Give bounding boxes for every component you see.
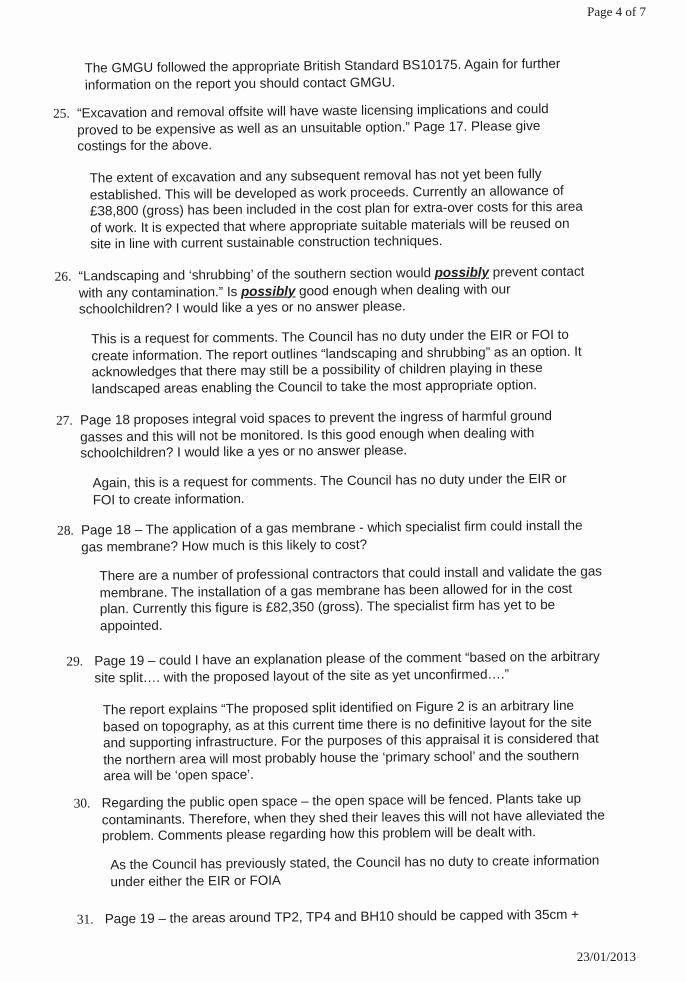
answer-29: The report explains “The proposed split identified on Figure 2 is an arbitrary line based on topography, as at this current time there is no definitive layout for the site and supporting infrastructure. For the purposes of this appraisal it is considered that the northern area will most probably house the ‘primary school’ and the southern area will be ‘open space’.	[102, 697, 599, 784]
answer-27: Again, this is a request for comments. The Council has no duty under the EIR or FOI to create information.	[92, 470, 567, 507]
question-28: Page 18 – The application of a gas membrane - which specialist firm could install the gas membrane? How much is this likely to cost?	[81, 517, 583, 555]
item-number: 28.	[57, 522, 74, 538]
answer-28: There are a number of professional contractors that could install and validate the gas membrane. The installation of a gas membrane has been allowed for in the cost plan. Currently this figure is £82,350 (gross). The specialist firm has yet to be appointed.	[99, 563, 603, 633]
question-29: Page 19 – could I have an explanation please of the comment “based on the arbitrary site split…. with the proposed layout of the site as yet unconfirmed….”	[94, 648, 600, 685]
item-number: 25.	[53, 105, 70, 121]
question-31: Page 19 – the areas around TP2, TP4 and BH10 should be capped with 35cm +	[104, 906, 579, 927]
emphasis-possibly: possibly	[240, 282, 296, 299]
answer-30: As the Council has previously stated, the Council has no duty to create information under either the EIR or FOIA	[110, 852, 600, 889]
item-number: 29.	[66, 653, 84, 669]
question-30: Regarding the public open space – the open space will be fenced. Plants take up contaminants. Therefore, when they shed their leaves this will not have alleviated the problem. Comments please regarding how this problem will be dealt with.	[101, 790, 605, 844]
question-26: “Landscaping and ‘shrubbing’ of the southern section would possibly prevent contact with any contamination.” Is possibly good enough when dealing with our schoolchildren? I would like a yes or no answer please.	[78, 263, 585, 317]
question-27: Page 18 proposes integral void spaces to prevent the ingress of harmful ground gasses and this will not be monitored. Is this good enough when dealing with schoolchildren? I would like a yes or no answer please.	[79, 408, 553, 461]
footer-date: 23/01/2013	[576, 949, 636, 964]
item-number: 27.	[55, 412, 73, 428]
item-number: 30.	[73, 795, 91, 811]
answer-26: This is a request for comments. The Council has no duty under the EIR or FOI to create information. The report outlines “landscaping and shrubbing” as an option. It acknowledges that there may still be a possibility of children playing in these landscaped areas enabling the Council to take the most appropriate option.	[91, 326, 582, 396]
page-number: Page 4 of 7	[587, 4, 646, 19]
item-number: 31.	[76, 911, 94, 927]
emphasis-possibly: possibly	[434, 264, 490, 281]
item-number: 26.	[54, 268, 72, 284]
intro-answer: The GMGU followed the appropriate British Standard BS10175. Again for further information on the report you should contact GMGU.	[84, 55, 561, 92]
answer-25: The extent of excavation and any subsequent removal has not yet been fully established. This will be developed as work proceeds. Currently an allowance of £38,800 (gross) has been included in the cost plan for extra-over costs for this area of work. It is expected that where appropriate suitable materials will be reused on site in line with current sustainable construction techniques.	[89, 166, 583, 252]
question-25: “Excavation and removal offsite will have waste licensing implications and could proved to be expensive as well as an unsuitable option.” Page 17. Please give costings for the above.	[77, 101, 549, 154]
